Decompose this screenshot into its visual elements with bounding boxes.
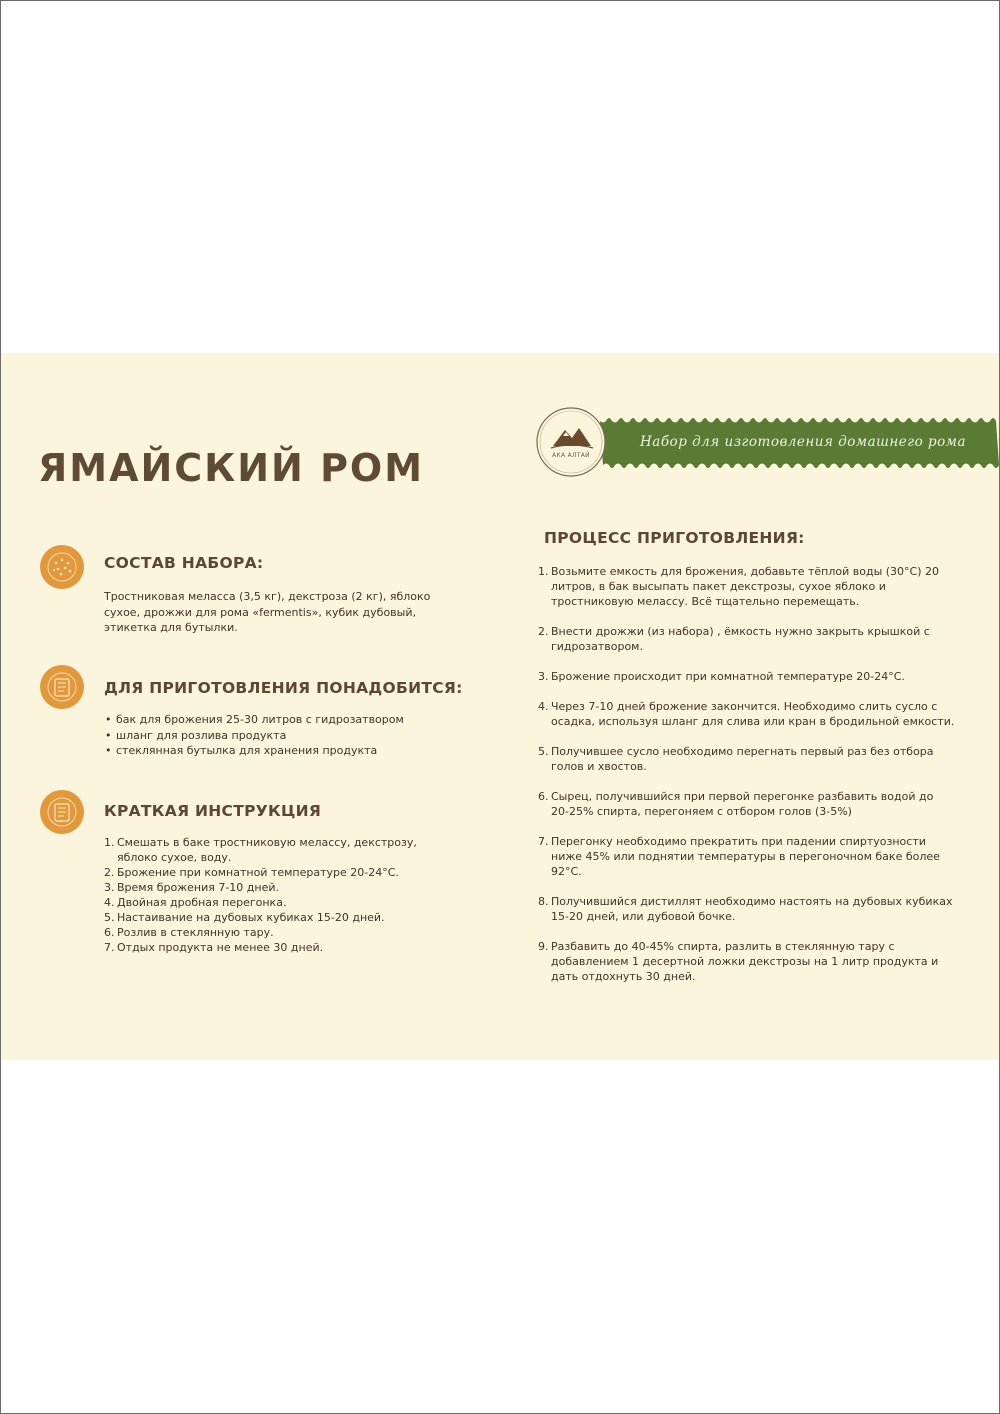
- list-item: [104, 835, 464, 865]
- logo-label: АКА АЛТАЙ: [552, 452, 590, 459]
- item-line: Сырец, получившийся при первой перегонке разбавить водой до: [551, 790, 934, 803]
- grain-icon: [40, 545, 84, 589]
- item-number: 1.: [538, 565, 549, 578]
- list-item: [104, 940, 464, 955]
- kit-line: Тростниковая меласса (3,5 кг), декстроза (2 кг), яблоко: [104, 590, 431, 603]
- item-line: Перегонку необходимо прекратить при падении спиртуозности: [551, 835, 926, 848]
- kit-description: [104, 589, 464, 636]
- scroll-icon: [40, 790, 84, 834]
- list-item: [538, 939, 958, 984]
- item-line: Двойная дробная перегонка.: [117, 896, 287, 909]
- kit-heading: СОСТАВ НАБОРА:: [104, 554, 264, 572]
- item-line: Возьмите емкость для брожения, добавьте тёплой воды (30°C) 20: [551, 565, 940, 578]
- item-line: 15-20 дней, или дубовой бочке.: [551, 910, 736, 923]
- item-number: 2.: [104, 866, 115, 879]
- item-line: Время брожения 7-10 дней.: [117, 881, 280, 894]
- list-item: [104, 910, 464, 925]
- item-number: 6.: [538, 790, 549, 803]
- needed-heading: ДЛЯ ПРИГОТОВЛЕНИЯ ПОНАДОБИТСЯ:: [104, 679, 463, 697]
- item-line: Розлив в стеклянную тару.: [117, 926, 274, 939]
- item-line: литров, в бак высыпать пакет декстрозы, сухое яблоко и: [551, 580, 886, 593]
- list-item: [538, 744, 958, 774]
- list-item: [104, 880, 464, 895]
- item-number: 3.: [104, 881, 115, 894]
- item-number: 7.: [104, 941, 115, 954]
- kit-line: этикетка для бутылки.: [104, 621, 238, 634]
- list-item: • бак для брожения 25-30 литров с гидрозатвором: [104, 712, 464, 728]
- list-item: [538, 669, 958, 684]
- item-number: 8.: [538, 895, 549, 908]
- item-line: Брожение при комнатной температуре 20-24°C.: [117, 866, 399, 879]
- item-number: 2.: [538, 625, 549, 638]
- item-line: Смешать в баке тростниковую мелассу, декстрозу,: [117, 836, 417, 849]
- item-line: голов и хвостов.: [551, 760, 647, 773]
- item-line: яблоко сухое, воду.: [117, 851, 232, 864]
- item-number: 5.: [538, 745, 549, 758]
- kit-line: сухое, дрожжи для рома «fermentis», кубик дубовый,: [104, 605, 416, 619]
- list-item: • шланг для розлива продукта: [104, 728, 464, 744]
- item-number: 1.: [104, 836, 115, 849]
- short-instruction-list: [104, 835, 464, 955]
- item-line: Получившее сусло необходимо перегнать первый раз без отбора: [551, 745, 934, 758]
- short-heading: КРАТКАЯ ИНСТРУКЦИЯ: [104, 802, 322, 820]
- needed-list: [104, 712, 464, 759]
- item-number: 3.: [538, 670, 549, 683]
- item-number: 4.: [538, 700, 549, 713]
- list-item: • стеклянная бутылка для хранения продукта: [104, 743, 464, 759]
- process-list: [538, 564, 958, 999]
- item-line: 92°C.: [551, 865, 582, 878]
- item-line: дать отдохнуть 30 дней.: [551, 970, 696, 983]
- item-number: 4.: [104, 896, 115, 909]
- banner-slogan: Набор для изготовления домашнего рома: [640, 434, 967, 450]
- item-line: тростниковую мелассу. Всё тщательно перемещать.: [551, 595, 860, 608]
- item-number: 7.: [538, 835, 549, 848]
- item-line: добавлением 1 десертной ложки декстрозы на 1 литр продукта и: [551, 955, 939, 968]
- item-number: 9.: [538, 940, 549, 953]
- list-item: [538, 789, 958, 819]
- scroll-icon: [40, 665, 84, 709]
- list-item: [538, 699, 958, 729]
- list-item: [538, 834, 958, 879]
- list-item: [538, 624, 958, 654]
- item-number: 5.: [104, 911, 115, 924]
- item-line: осадка, используя шланг для слива или кран в бродильной емкости.: [551, 715, 955, 728]
- item-line: ниже 45% или поднятии температуры в перегоночном баке более: [551, 850, 940, 863]
- item-line: Получившийся дистиллят необходимо настоять на дубовых кубиках: [551, 895, 953, 908]
- list-item: [104, 865, 464, 880]
- item-line: Настаивание на дубовых кубиках 15-20 дней.: [117, 911, 385, 924]
- list-item: [104, 895, 464, 910]
- item-line: Разбавить до 40-45% спирта, разлить в стеклянную тару с: [551, 940, 895, 953]
- item-line: Внести дрожжи (из набора) , ёмкость нужно закрыть крышкой с: [551, 625, 930, 638]
- list-item: [104, 925, 464, 940]
- item-line: Брожение происходит при комнатной температуре 20-24°C.: [551, 670, 905, 683]
- process-heading: ПРОЦЕСС ПРИГОТОВЛЕНИЯ:: [544, 529, 805, 547]
- item-number: 6.: [104, 926, 115, 939]
- item-line: Отдых продукта не менее 30 дней.: [117, 941, 324, 954]
- item-line: 20-25% спирта, перегоняем с отбором голов (3-5%): [551, 805, 852, 818]
- item-line: гидрозатвором.: [551, 640, 643, 653]
- item-line: Через 7-10 дней брожение закончится. Необходимо слить сусло с: [551, 700, 938, 713]
- brand-logo-icon: [535, 406, 607, 478]
- list-item: [538, 894, 958, 924]
- page-title: ЯМАЙСКИЙ РОМ: [38, 446, 425, 490]
- list-item: [538, 564, 958, 609]
